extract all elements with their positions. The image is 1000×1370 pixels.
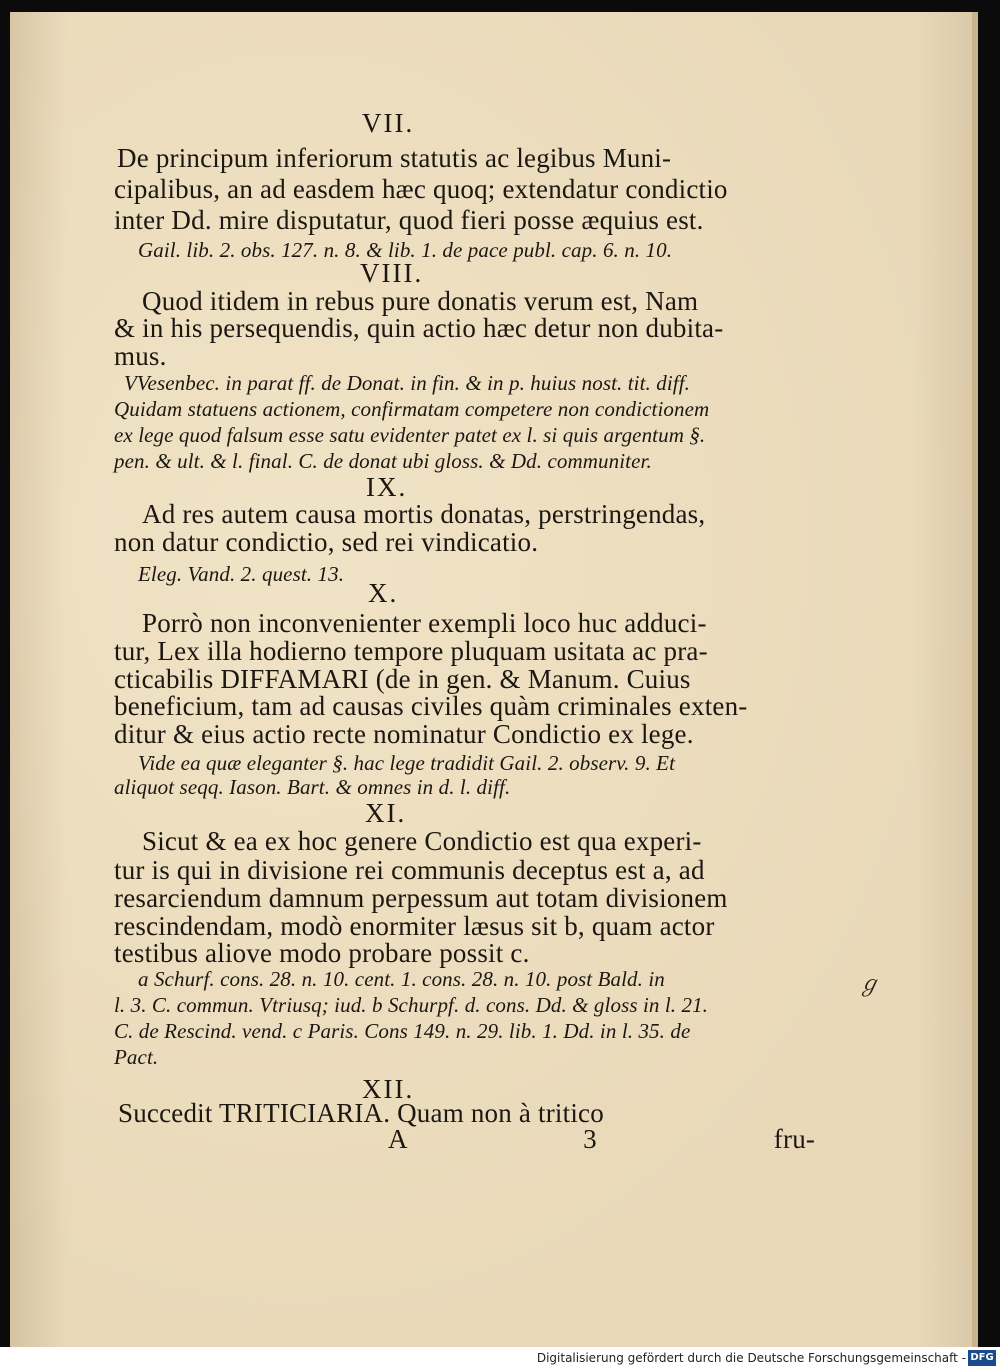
citation-line: aliquot seqq. Iason. Bart. & omnes in d. l. diff.: [114, 775, 511, 799]
body-line: Quod itidem in rebus pure donatis verum est, Nam: [142, 286, 699, 316]
body-line: Sicut & ea ex hoc genere Condictio est qua experi-: [142, 826, 702, 856]
body-line: Succedit TRITICIARIA. Quam non à tritico: [118, 1098, 604, 1128]
body-line: Porrò non inconvenienter exempli loco huc adduci-: [142, 608, 707, 638]
citation-line: Eleg. Vand. 2. quest. 13.: [138, 562, 345, 586]
body-line: ditur & eius actio recte nominatur Condictio ex lege.: [114, 719, 694, 749]
body-line: mus.: [114, 341, 167, 371]
citation-line: l. 3. C. commun. Vtriusq; iud. b Schurpf. d. cons. Dd. & gloss in l. 21.: [114, 993, 709, 1017]
book-page: [10, 12, 972, 1347]
body-line: rescindendam, modò enormiter læsus sit b, quam actor: [114, 911, 715, 941]
body-line: cipalibus, an ad easdem hæc quoq; extendatur condictio: [114, 174, 728, 204]
body-line: Ad res autem causa mortis donatas, perstringendas,: [142, 499, 706, 529]
section-heading: XI.: [365, 798, 407, 828]
citation-line: C. de Rescind. vend. c Paris. Cons 149. n. 29. lib. 1. Dd. in l. 35. de: [114, 1019, 691, 1043]
dfg-logo: DFG: [968, 1350, 996, 1366]
body-line: cticabilis DIFFAMARI (de in gen. & Manum. Cuius: [114, 664, 691, 694]
body-line: inter Dd. mire disputatur, quod fieri posse æquius est.: [114, 205, 704, 235]
citation-line: Gail. lib. 2. obs. 127. n. 8. & lib. 1. de pace publ. cap. 6. n. 10.: [138, 238, 673, 262]
section-heading: X.: [368, 578, 399, 608]
body-line: tur, Lex illa hodierno tempore pluquam usitata ac pra-: [114, 636, 708, 666]
body-line: & in his persequendis, quin actio hæc detur non dubita-: [114, 313, 724, 343]
page-edge: [972, 12, 978, 1347]
section-heading: VIII.: [360, 258, 424, 288]
body-line: non datur condictio, sed rei vindicatio.: [114, 527, 539, 557]
citation-line: Pact.: [114, 1045, 159, 1069]
section-heading: XII.: [362, 1074, 415, 1104]
body-line: beneficium, tam ad causas civiles quàm criminales exten-: [114, 691, 748, 721]
citation-line: ex lege quod falsum esse satu evidenter patet ex l. si quis argentum §.: [114, 423, 706, 447]
section-heading: VII.: [362, 108, 415, 138]
citation-line: VVesenbec. in parat ff. de Donat. in fin. & in p. huius nost. tit. diff.: [124, 371, 691, 395]
citation-line: Quidam statuens actionem, confirmatam competere non condictionem: [114, 397, 710, 421]
body-line: resarciendum damnum perpessum aut totam divisionem: [114, 883, 728, 913]
citation-line: Vide ea quæ eleganter §. hac lege tradidit Gail. 2. observ. 9. Et: [138, 751, 676, 775]
citation-line: a Schurf. cons. 28. n. 10. cent. 1. cons. 28. n. 10. post Bald. in: [138, 967, 665, 991]
funding-credit: Digitalisierung gefördert durch die Deutsche Forschungsgemeinschaft -: [536, 1351, 966, 1365]
margin-mark: ℊ: [858, 971, 881, 996]
body-line: De principum inferiorum statutis ac legibus Muni-: [117, 143, 672, 173]
page-text: [10, 12, 972, 1347]
body-line: tur is qui in divisione rei communis deceptus est a, ad: [114, 855, 705, 885]
body-line: testibus aliove modo probare possit c.: [114, 938, 530, 968]
signature-catchword-line: A 3 fru-: [388, 1124, 816, 1154]
citation-line: pen. & ult. & l. final. C. de donat ubi gloss. & Dd. communiter.: [114, 449, 652, 473]
section-heading: IX.: [366, 472, 408, 502]
